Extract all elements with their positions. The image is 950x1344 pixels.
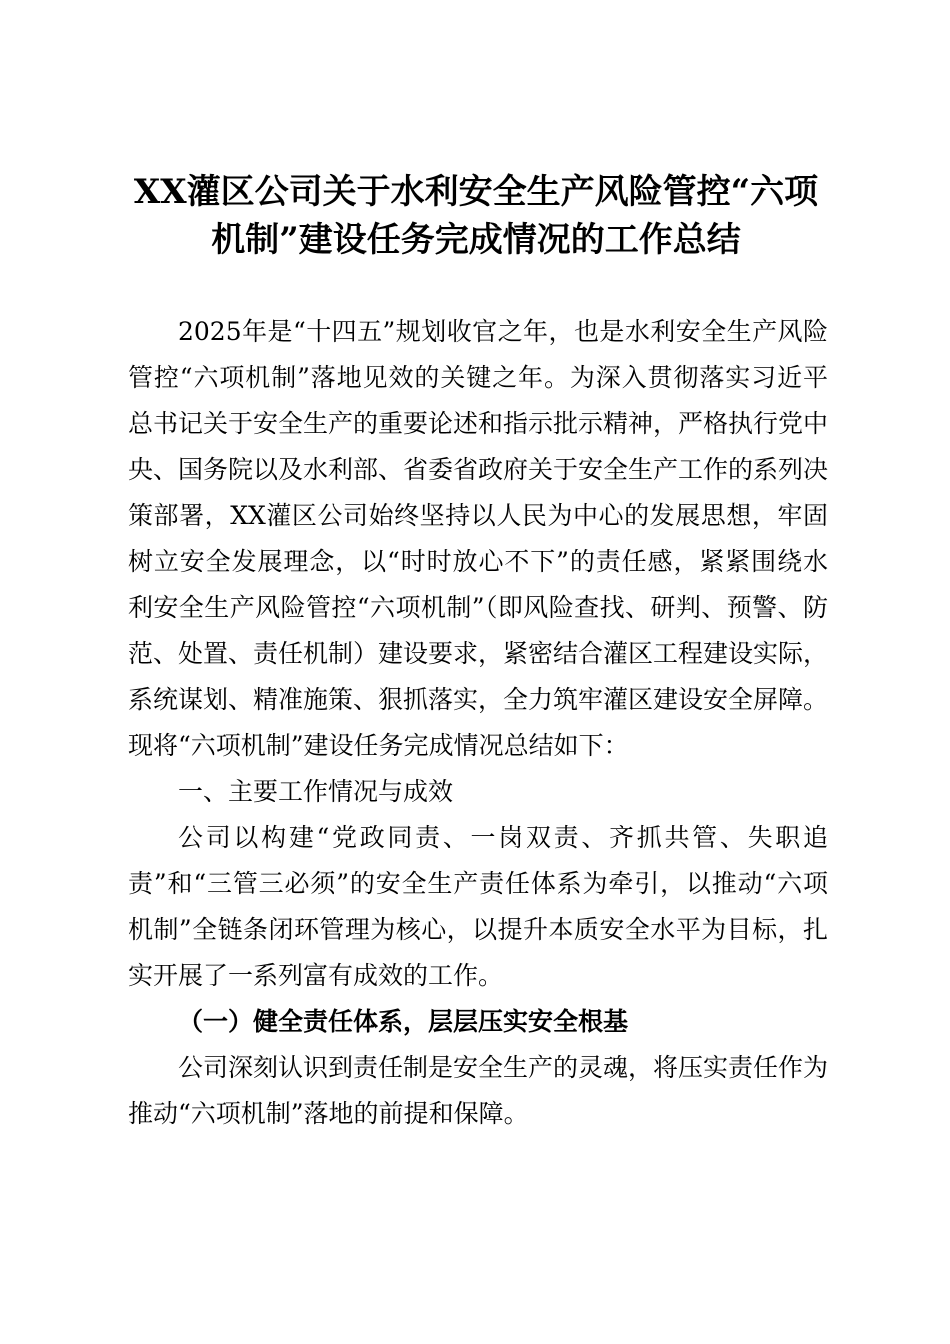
intro-paragraph: 2025年是“十四五”规划收官之年，也是水利安全生产风险管控“六项机制”落地见效的关键之年。为深入贯彻落实习近平总书记关于安全生产的重要论述和指示批示精神，严格执行党中央、国务院以及水利部、省委省政府关于安全生产工作的系列决策部署，XX灌区公司始终坚持以人民为中心的发展思想，牢固树立安全发展理念，以“时时放心不下”的责任感，紧紧围绕水利安全生产风险管控“六项机制”（即风险查找、研判、预警、防范、处置、责任机制）建设要求，紧密结合灌区工程建设实际，系统谋划、精准施策、狠抓落实，全力筑牢灌区建设安全屏障。现将“六项机制”建设任务完成情况总结如下：: [128, 317, 829, 760]
section-1-paragraph: 公司以构建“党政同责、一岗双责、齐抓共管、失职追责”和“三管三必须”的安全生产责任体系为牵引，以推动“六项机制”全链条闭环管理为核心，以提升本质安全水平为目标，扎实开展了一系列富有成效的工作。: [128, 823, 828, 990]
document-body: [128, 309, 828, 1137]
subsection-heading-1: （一）健全责任体系，层层压实安全根基: [178, 1007, 629, 1036]
document-title: XX灌区公司关于水利安全生产风险管控“六项机制”建设任务完成情况的工作总结: [133, 172, 819, 260]
section-heading-1: 一、主要工作情况与成效: [178, 777, 454, 806]
subsection-1-paragraph: 公司深刻认识到责任制是安全生产的灵魂，将压实责任作为推动“六项机制”落地的前提和保障。: [128, 1053, 829, 1128]
